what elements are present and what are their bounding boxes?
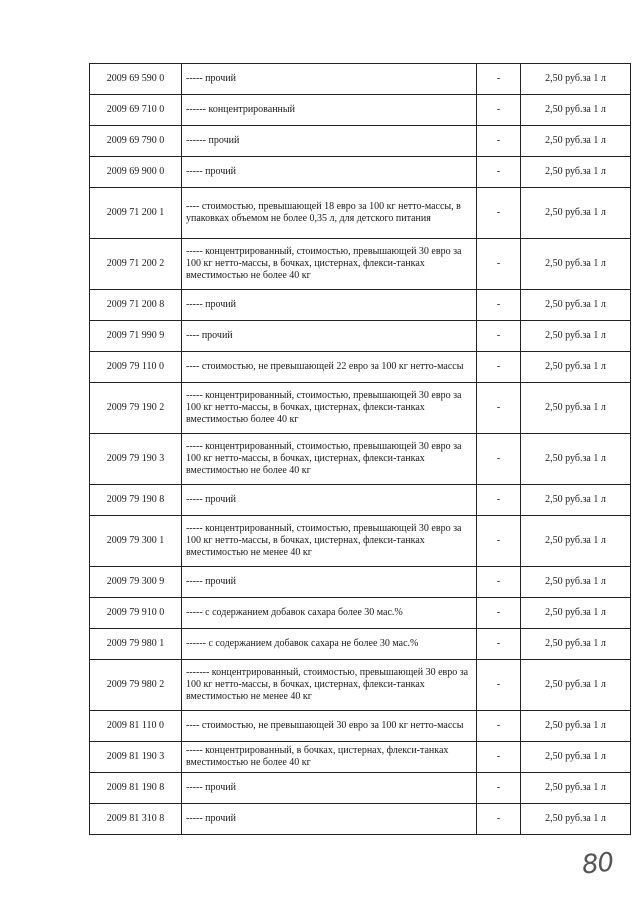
table-row xyxy=(90,485,631,516)
empty-column-dash: - xyxy=(477,157,521,188)
empty-column-dash: - xyxy=(477,516,521,567)
table-row xyxy=(90,352,631,383)
excise-rate: 2,50 руб.за 1 л xyxy=(521,629,631,660)
excise-rate: 2,50 руб.за 1 л xyxy=(521,188,631,239)
empty-column-dash: - xyxy=(477,773,521,804)
tnved-code: 2009 79 980 2 xyxy=(90,660,182,711)
tnved-code: 2009 79 110 0 xyxy=(90,352,182,383)
goods-description: ------ с содержанием добавок сахара не более 30 мас.% xyxy=(182,629,477,660)
tnved-code: 2009 71 200 2 xyxy=(90,239,182,290)
empty-column-dash: - xyxy=(477,126,521,157)
excise-rate: 2,50 руб.за 1 л xyxy=(521,352,631,383)
goods-description: ----- прочий xyxy=(182,773,477,804)
table-row xyxy=(90,567,631,598)
goods-description: ----- концентрированный, стоимостью, превышающей 30 евро за 100 кг нетто-массы, в бочках, цистернах, флекси-танках вместимостью не более 40 кг xyxy=(182,434,477,485)
tnved-code: 2009 71 200 8 xyxy=(90,290,182,321)
goods-description: ---- прочий xyxy=(182,321,477,352)
tnved-code: 2009 79 300 9 xyxy=(90,567,182,598)
empty-column-dash: - xyxy=(477,567,521,598)
empty-column-dash: - xyxy=(477,711,521,742)
tariff-table xyxy=(89,63,631,835)
empty-column-dash: - xyxy=(477,598,521,629)
goods-description: ----- концентрированный, стоимостью, превышающей 30 евро за 100 кг нетто-массы, в бочках, цистернах, флекси-танках вместимостью не более 40 кг xyxy=(182,239,477,290)
excise-rate: 2,50 руб.за 1 л xyxy=(521,239,631,290)
tnved-code: 2009 79 910 0 xyxy=(90,598,182,629)
table-row xyxy=(90,239,631,290)
handwritten-page-number: 80 xyxy=(580,847,615,881)
empty-column-dash: - xyxy=(477,188,521,239)
tnved-code: 2009 81 190 3 xyxy=(90,742,182,773)
excise-rate: 2,50 руб.за 1 л xyxy=(521,290,631,321)
excise-rate: 2,50 руб.за 1 л xyxy=(521,598,631,629)
goods-description: ------ прочий xyxy=(182,126,477,157)
goods-description: ----- концентрированный, стоимостью, превышающей 30 евро за 100 кг нетто-массы, в бочках, цистернах, флекси-танках вместимостью не менее 40 кг xyxy=(182,516,477,567)
goods-description: ----- прочий xyxy=(182,485,477,516)
table-row xyxy=(90,804,631,835)
goods-description: ----- прочий xyxy=(182,567,477,598)
excise-rate: 2,50 руб.за 1 л xyxy=(521,567,631,598)
empty-column-dash: - xyxy=(477,485,521,516)
table-row xyxy=(90,188,631,239)
excise-rate: 2,50 руб.за 1 л xyxy=(521,126,631,157)
empty-column-dash: - xyxy=(477,239,521,290)
empty-column-dash: - xyxy=(477,321,521,352)
excise-rate: 2,50 руб.за 1 л xyxy=(521,64,631,95)
goods-description: ----- с содержанием добавок сахара более 30 мас.% xyxy=(182,598,477,629)
tnved-code: 2009 69 590 0 xyxy=(90,64,182,95)
tnved-code: 2009 69 790 0 xyxy=(90,126,182,157)
excise-rate: 2,50 руб.за 1 л xyxy=(521,660,631,711)
tnved-code: 2009 79 300 1 xyxy=(90,516,182,567)
empty-column-dash: - xyxy=(477,383,521,434)
empty-column-dash: - xyxy=(477,660,521,711)
goods-description: ----- концентрированный, в бочках, цистернах, флекси-танках вместимостью не более 40 кг xyxy=(182,742,477,773)
table-row xyxy=(90,126,631,157)
tnved-code: 2009 81 190 8 xyxy=(90,773,182,804)
table-row xyxy=(90,383,631,434)
tnved-code: 2009 79 190 2 xyxy=(90,383,182,434)
table-row xyxy=(90,64,631,95)
goods-description: ------- концентрированный, стоимостью, превышающей 30 евро за 100 кг нетто-массы, в бочках, цистернах, флекси-танках вместимостью не менее 40 кг xyxy=(182,660,477,711)
table-row xyxy=(90,95,631,126)
excise-rate: 2,50 руб.за 1 л xyxy=(521,157,631,188)
excise-rate: 2,50 руб.за 1 л xyxy=(521,711,631,742)
empty-column-dash: - xyxy=(477,434,521,485)
excise-rate: 2,50 руб.за 1 л xyxy=(521,516,631,567)
tnved-code: 2009 71 990 9 xyxy=(90,321,182,352)
goods-description: ----- прочий xyxy=(182,290,477,321)
excise-rate: 2,50 руб.за 1 л xyxy=(521,321,631,352)
excise-rate: 2,50 руб.за 1 л xyxy=(521,742,631,773)
excise-rate: 2,50 руб.за 1 л xyxy=(521,434,631,485)
tnved-code: 2009 69 710 0 xyxy=(90,95,182,126)
tnved-code: 2009 81 310 8 xyxy=(90,804,182,835)
goods-description: ----- концентрированный, стоимостью, превышающей 30 евро за 100 кг нетто-массы, в бочках, цистернах, флекси-танках вместимостью более 40 кг xyxy=(182,383,477,434)
tnved-code: 2009 69 900 0 xyxy=(90,157,182,188)
excise-rate: 2,50 руб.за 1 л xyxy=(521,95,631,126)
goods-description: ----- прочий xyxy=(182,157,477,188)
table-row xyxy=(90,742,631,773)
excise-rate: 2,50 руб.за 1 л xyxy=(521,804,631,835)
empty-column-dash: - xyxy=(477,95,521,126)
tnved-code: 2009 81 110 0 xyxy=(90,711,182,742)
table-row xyxy=(90,629,631,660)
goods-description: ------ концентрированный xyxy=(182,95,477,126)
tariff-table-body xyxy=(90,64,631,835)
table-row xyxy=(90,321,631,352)
table-row xyxy=(90,516,631,567)
excise-rate: 2,50 руб.за 1 л xyxy=(521,383,631,434)
table-row xyxy=(90,773,631,804)
empty-column-dash: - xyxy=(477,64,521,95)
empty-column-dash: - xyxy=(477,352,521,383)
goods-description: ---- стоимостью, не превышающей 22 евро за 100 кг нетто-массы xyxy=(182,352,477,383)
table-row xyxy=(90,157,631,188)
empty-column-dash: - xyxy=(477,290,521,321)
table-row xyxy=(90,660,631,711)
tnved-code: 2009 79 190 8 xyxy=(90,485,182,516)
excise-rate: 2,50 руб.за 1 л xyxy=(521,773,631,804)
table-row xyxy=(90,711,631,742)
goods-description: ---- стоимостью, не превышающей 30 евро за 100 кг нетто-массы xyxy=(182,711,477,742)
empty-column-dash: - xyxy=(477,629,521,660)
empty-column-dash: - xyxy=(477,742,521,773)
goods-description: ----- прочий xyxy=(182,804,477,835)
excise-rate: 2,50 руб.за 1 л xyxy=(521,485,631,516)
goods-description: ----- прочий xyxy=(182,64,477,95)
table-row xyxy=(90,434,631,485)
tnved-code: 2009 79 190 3 xyxy=(90,434,182,485)
goods-description: ---- стоимостью, превышающей 18 евро за 100 кг нетто-массы, в упаковках объемом не более 0,35 л, для детского питания xyxy=(182,188,477,239)
table-row xyxy=(90,598,631,629)
empty-column-dash: - xyxy=(477,804,521,835)
tnved-code: 2009 79 980 1 xyxy=(90,629,182,660)
table-row xyxy=(90,290,631,321)
tnved-code: 2009 71 200 1 xyxy=(90,188,182,239)
